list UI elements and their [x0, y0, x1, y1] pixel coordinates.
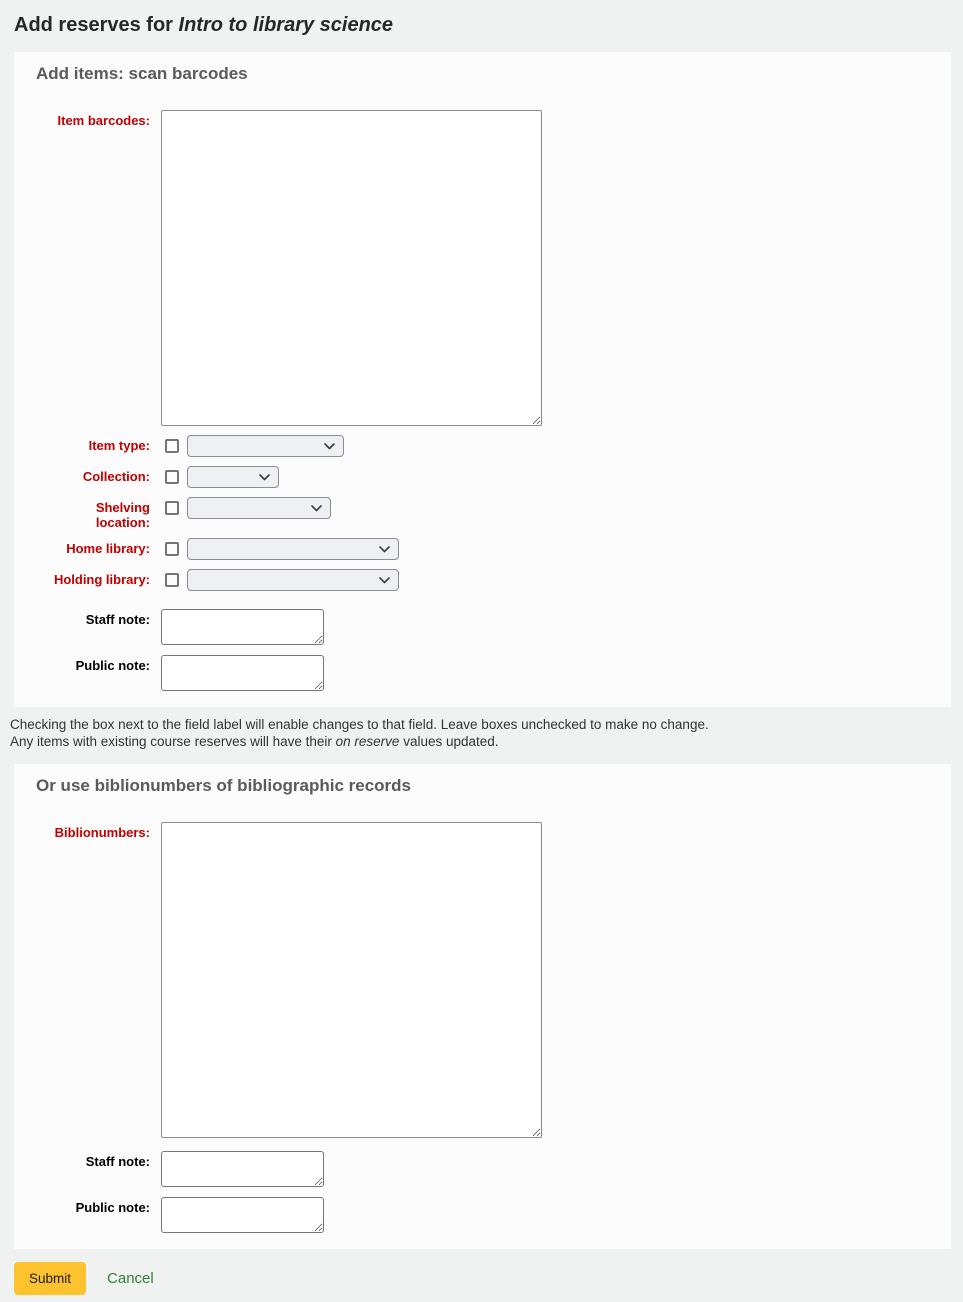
- collection-enable-checkbox[interactable]: [165, 470, 179, 484]
- biblionumbers-label: Biblionumbers:: [54, 825, 150, 840]
- biblio-staff-note-textarea[interactable]: [161, 1151, 324, 1187]
- course-name: Intro to library science: [178, 14, 394, 36]
- biblionumbers-legend: Or use biblionumbers of bibliographic records: [36, 776, 411, 795]
- page-title: [0, 0, 963, 52]
- form-actions: [14, 1262, 963, 1302]
- collection-select[interactable]: [187, 466, 279, 488]
- biblio-staff-note-row: [36, 1151, 929, 1187]
- item-type-row: [36, 435, 929, 457]
- home-library-enable-checkbox[interactable]: [165, 542, 179, 556]
- holding-library-row: [36, 569, 929, 591]
- biblio-public-note-row: [36, 1197, 929, 1233]
- collection-label: Collection:: [82, 469, 150, 484]
- holding-library-label: Holding library:: [53, 572, 150, 587]
- item-barcodes-label: Item barcodes:: [57, 113, 150, 128]
- home-library-row: [36, 538, 929, 560]
- cancel-link[interactable]: Cancel: [107, 1270, 154, 1287]
- holding-library-enable-checkbox[interactable]: [165, 573, 179, 587]
- item-type-enable-checkbox[interactable]: [165, 439, 179, 453]
- submit-button[interactable]: Submit: [14, 1262, 86, 1295]
- item-type-label: Item type:: [88, 438, 150, 453]
- biblio-staff-note-label: Staff note:: [85, 1154, 150, 1169]
- hint-line-1: Checking the box next to the field label will enable changes to that field. Leave boxes unchecked to make no change.: [10, 717, 709, 732]
- biblio-public-note-textarea[interactable]: [161, 1197, 324, 1233]
- shelving-location-select[interactable]: [187, 497, 331, 519]
- biblionumbers-fieldset: [14, 764, 951, 1249]
- shelving-location-row: [36, 497, 929, 530]
- public-note-textarea[interactable]: [161, 655, 324, 691]
- hint-line-2: Any items with existing course reserves will have their on reserve values updated.: [10, 733, 499, 749]
- shelving-location-label: Shelving location:: [95, 500, 150, 530]
- add-reserves-form: [0, 52, 963, 1302]
- on-reserve-term: on reserve: [335, 733, 400, 749]
- home-library-select[interactable]: [187, 538, 399, 560]
- holding-library-select[interactable]: [187, 569, 399, 591]
- public-note-row: [36, 655, 929, 691]
- staff-note-textarea[interactable]: [161, 609, 324, 645]
- collection-row: [36, 466, 929, 488]
- staff-note-label: Staff note:: [85, 612, 150, 627]
- page-title-prefix: Add reserves for: [14, 14, 173, 36]
- biblionumbers-textarea[interactable]: [161, 822, 542, 1138]
- item-barcodes-textarea[interactable]: [161, 110, 542, 426]
- shelving-location-enable-checkbox[interactable]: [165, 501, 179, 515]
- home-library-label: Home library:: [66, 541, 150, 556]
- scan-barcodes-legend: Add items: scan barcodes: [36, 64, 248, 83]
- item-barcodes-row: [36, 110, 929, 426]
- form-hint: [10, 717, 951, 750]
- biblio-public-note-label: Public note:: [75, 1200, 150, 1215]
- scan-barcodes-fieldset: [14, 52, 951, 707]
- item-type-select[interactable]: [187, 435, 344, 457]
- public-note-label: Public note:: [75, 658, 150, 673]
- biblionumbers-row: [36, 822, 929, 1138]
- staff-note-row: [36, 609, 929, 645]
